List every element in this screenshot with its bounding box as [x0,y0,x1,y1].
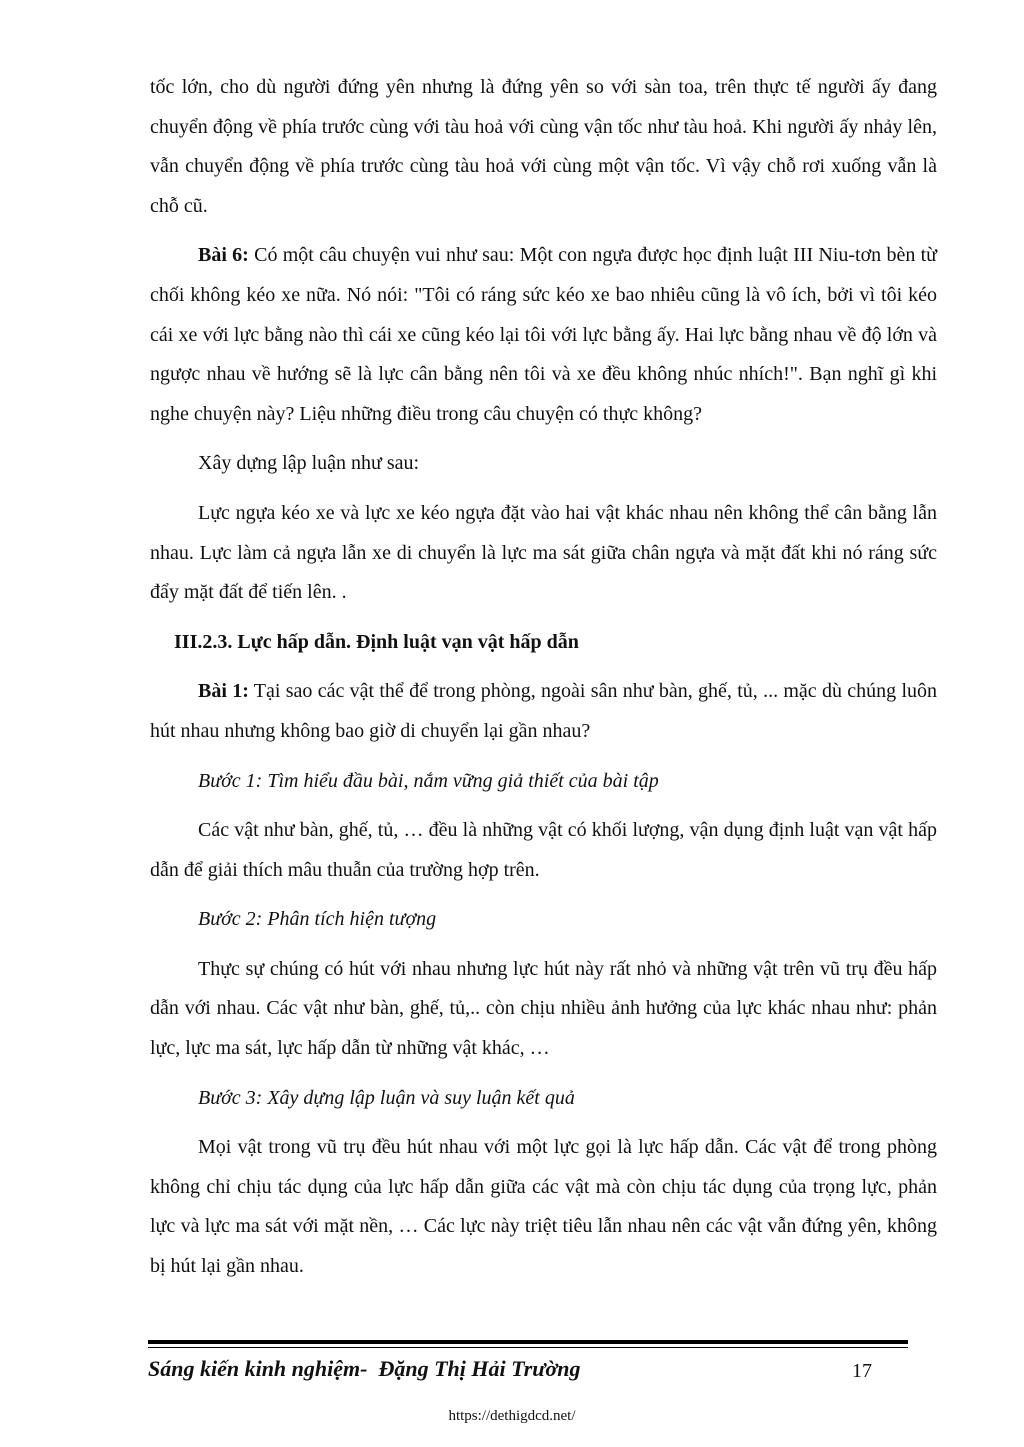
step-1-paragraph: Các vật như bàn, ghế, tủ, … đều là những vật có khối lượng, vận dụng định luật vạn vật hấp dẫn để giải thích mâu thuẫn của trường hợp trên. [150,819,937,881]
argument-intro: Xây dựng lập luận như sau: [198,452,420,475]
step-2-paragraph: Thực sự chúng có hút với nhau nhưng lực hút này rất nhỏ và những vật trên vũ trụ đều hấp dẫn với nhau. Các vật như bàn, ghế, tủ,.. còn chịu nhiều ảnh hưởng của lực khác nhau như: phản lực, lực ma sát, lực hấp dẫn từ những vật khác, … [150,957,937,1060]
exercise-1-text: Tại sao các vật thể để trong phòng, ngoài sân như bàn, ghế, tủ, ... mặc dù chúng luôn hút nhau nhưng không bao giờ di chuyển lại gần nhau? [150,680,937,742]
footer-url: https://dethigdcd.net/ [448,1408,576,1424]
paragraph-continuation: tốc lớn, cho dù người đứng yên nhưng là đứng yên so với sàn toa, trên thực tế người ấy đang chuyển động về phía trước cùng với tàu hoả với cùng vận tốc như tàu hoả. Khi người ấy nhảy lên, vẫn chuyển động về phía trước cùng tàu hoả với cùng một vận tốc. Vì vậy chỗ rơi xuống vẫn là chỗ cũ. [150,76,937,217]
footer-title: Sáng kiến kinh nghiệm- Đặng Thị Hải Trường [148,1356,581,1381]
exercise-1-paragraph [150,672,937,751]
page-content [150,68,937,1297]
step-2-heading: Bước 2: Phân tích hiện tượng [198,908,437,931]
step-1-heading: Bước 1: Tìm hiểu đầu bài, nắm vững giả thiết của bài tập [198,769,659,792]
step-3-paragraph: Mọi vật trong vũ trụ đều hút nhau với một lực gọi là lực hấp dẫn. Các vật để trong phòng không chỉ chịu tác dụng của lực hấp dẫn giữa các vật mà còn chịu tác dụng của trọng lực, phản lực và lực ma sát với mặt nền, … Các lực này triệt tiêu lẫn nhau nên các vật vẫn đứng yên, không bị hút lại gần nhau. [150,1136,937,1278]
footer-divider-thick [148,1340,908,1344]
step-3-heading: Bước 3: Xây dựng lập luận và suy luận kết quả [198,1086,575,1109]
section-heading: III.2.3. Lực hấp dẫn. Định luật vạn vật hấp dẫn [174,630,579,653]
argument-paragraph: Lực ngựa kéo xe và lực xe kéo ngựa đặt vào hai vật khác nhau nên không thể cân bằng lẫn nhau. Lực làm cả ngựa lẫn xe di chuyển là lực ma sát giữa chân ngựa và mặt đất khi nó ráng sức đẩy mặt đất để tiến lên. . [150,501,937,604]
exercise-6-label: Bài 6: [198,244,249,267]
exercise-1-label: Bài 1: [198,680,249,703]
footer-divider-thin [148,1347,908,1348]
exercise-6-paragraph [150,236,937,434]
page-number: 17 [852,1360,872,1382]
exercise-6-text: Có một câu chuyện vui như sau: Một con ngựa được học định luật III Niu-tơn bèn từ chối không kéo xe nữa. Nó nói: "Tôi có ráng sức kéo xe bao nhiêu cũng là vô ích, bởi vì tôi kéo cái xe với lực bằng nào thì cái xe cũng kéo lại tôi với lực bằng ấy. Hai lực bằng nhau về độ lớn và ngược nhau về hướng sẽ là lực cân bằng nên tôi và xe đều không nhúc nhích!". Bạn nghĩ gì khi nghe chuyện này? Liệu những điều trong câu chuyện có thực không? [150,244,937,425]
